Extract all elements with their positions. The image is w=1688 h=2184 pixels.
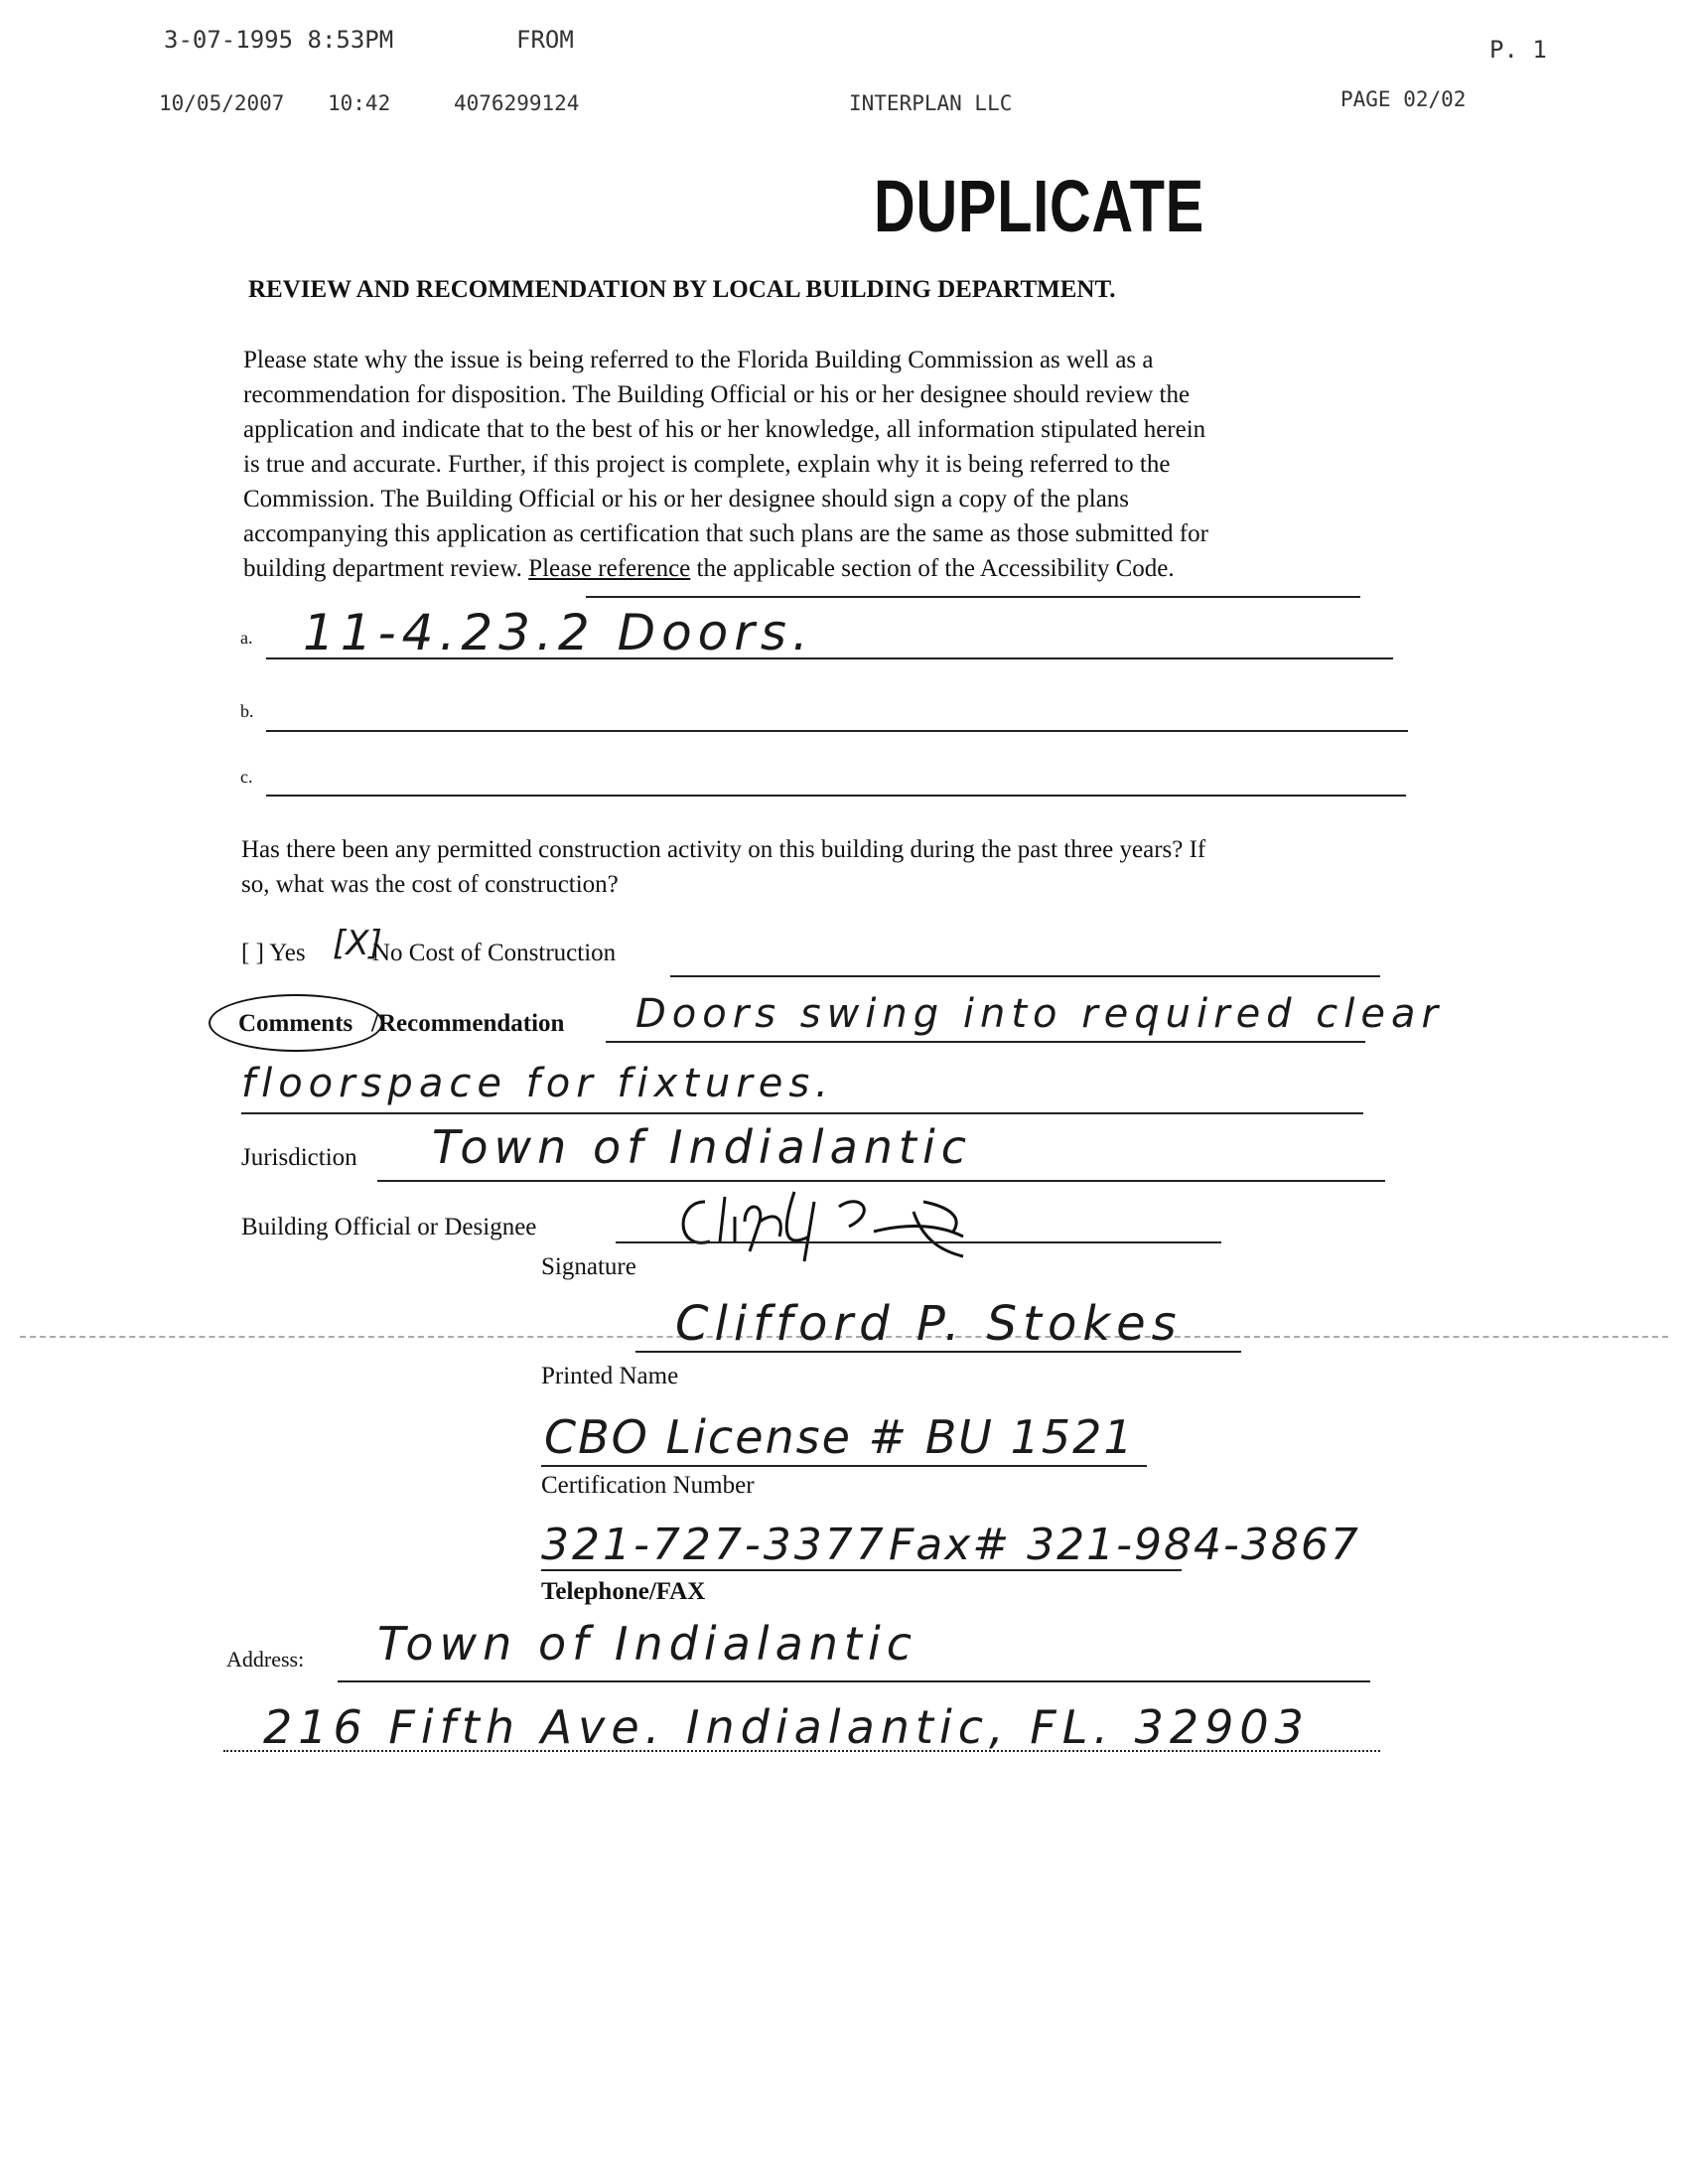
certification-line[interactable] — [541, 1465, 1147, 1467]
fax-header-page-count: PAGE 02/02 — [1340, 87, 1467, 111]
item-a-value: 11-4.23.2 Doors. — [303, 604, 814, 661]
address-label: Address: — [226, 1647, 305, 1672]
signature-image — [665, 1182, 1023, 1271]
instructions-line: Please state why the issue is being referred to the Florida Building Commission as well as a — [243, 347, 1154, 373]
telephone-caption: Telephone/FAX — [541, 1578, 706, 1605]
telephone-value: 321-727-3377 — [541, 1520, 887, 1570]
printed-name-caption: Printed Name — [541, 1363, 679, 1389]
jurisdiction-label: Jurisdiction — [241, 1144, 357, 1171]
signature-line[interactable] — [616, 1241, 1221, 1243]
fax-header-from: FROM — [516, 26, 574, 54]
item-b-line[interactable] — [266, 730, 1408, 732]
instructions-paragraph — [243, 343, 1415, 586]
printed-name-line[interactable] — [635, 1351, 1241, 1353]
construction-question: Has there been any permitted construction activity on this building during the past three years? If so, what was the cost of construction? — [241, 836, 1206, 898]
item-a-letter: a. — [240, 628, 253, 648]
instructions-underline — [586, 596, 1360, 598]
fax-header-date: 10/05/2007 — [159, 91, 285, 115]
section-heading: REVIEW AND RECOMMENDATION BY LOCAL BUILDING DEPARTMENT. — [248, 276, 1116, 303]
fax-header-phone: 4076299124 — [454, 91, 580, 115]
fax-header-sender: INTERPLAN LLC — [849, 91, 1013, 115]
certification-value: CBO License # BU 1521 — [544, 1410, 1135, 1464]
address-line-2[interactable] — [223, 1750, 1380, 1752]
telephone-line[interactable] — [541, 1569, 1182, 1571]
instructions-line: is true and accurate. Further, if this project is complete, explain why it is being referred to the — [243, 451, 1171, 478]
instructions-emphasis: Please reference — [528, 555, 691, 582]
comments-label: Comments — [238, 1010, 353, 1037]
instructions-line: Commission. The Building Official or his or her designee should sign a copy of the plans — [243, 486, 1130, 512]
item-a-line[interactable] — [266, 657, 1393, 659]
comments-value-line-1: Doors swing into required clear — [635, 991, 1444, 1037]
address-value-line-1: Town of Indialantic — [377, 1617, 918, 1671]
certification-caption: Certification Number — [541, 1472, 755, 1499]
no-cost-label: No Cost of Construction — [372, 940, 617, 966]
no-checkbox-mark[interactable]: [X] — [333, 924, 382, 963]
official-label: Building Official or Designee — [241, 1214, 537, 1240]
instructions-line: recommendation for disposition. The Building Official or his or her designee should review the — [243, 381, 1191, 408]
comments-line-2[interactable] — [241, 1112, 1363, 1114]
instructions-line-last: building department review. Please reference the applicable section of the Accessibility Code. — [243, 555, 1175, 582]
item-b-letter: b. — [240, 701, 254, 721]
jurisdiction-value: Town of Indialantic — [432, 1120, 973, 1174]
printed-name-value: Clifford P. Stokes — [675, 1296, 1183, 1352]
fax-header-time: 10:42 — [328, 91, 391, 115]
instructions-line: application and indicate that to the best of his or her knowledge, all information stipulated herein — [243, 416, 1206, 443]
item-c-letter: c. — [240, 767, 253, 787]
address-line-1[interactable] — [338, 1680, 1370, 1682]
fax-header-page-number: P. 1 — [1489, 36, 1547, 64]
duplicate-stamp: DUPLICATE — [874, 165, 1205, 247]
comments-line-1[interactable] — [606, 1041, 1365, 1043]
comments-value-line-2: floorspace for fixtures. — [241, 1061, 834, 1106]
item-c-line[interactable] — [266, 795, 1406, 797]
cost-of-construction-line[interactable] — [670, 975, 1380, 977]
yes-checkbox[interactable]: [ ] Yes — [241, 940, 306, 966]
fax-value: Fax# 321-984-3867 — [889, 1520, 1360, 1570]
fax-header-datetime: 3-07-1995 8:53PM — [164, 26, 394, 54]
signature-caption: Signature — [541, 1253, 636, 1280]
instructions-line: accompanying this application as certification that such plans are the same as those submitted for — [243, 520, 1208, 547]
recommendation-label: /Recommendation — [371, 1010, 565, 1037]
address-value-line-2: 216 Fifth Ave. Indialantic, FL. 32903 — [263, 1700, 1310, 1754]
